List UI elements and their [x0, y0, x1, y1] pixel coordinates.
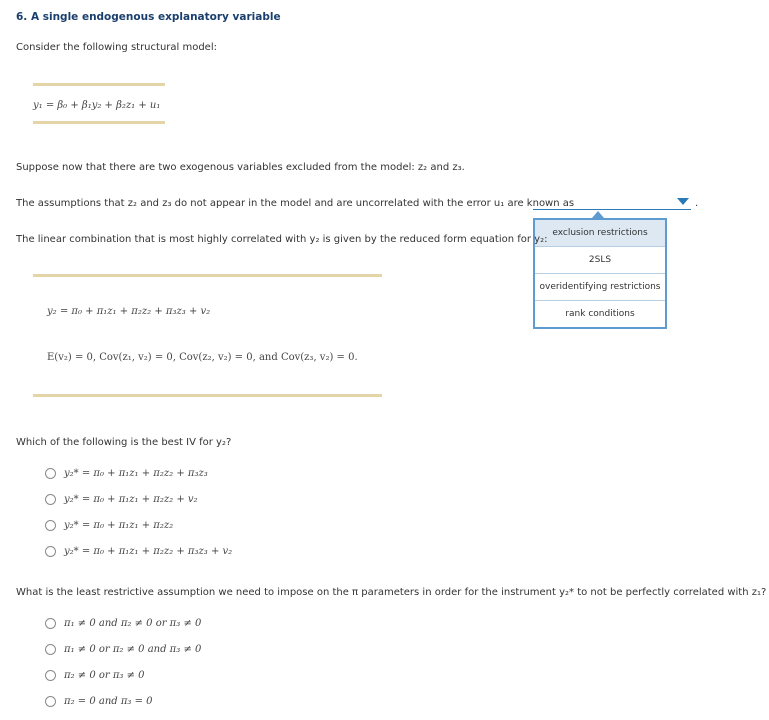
option-text: y₂* = π₀ + π₁z₁ + π₂z₂ + π₃z₃ + v₂ — [64, 546, 233, 557]
chevron-down-icon[interactable] — [677, 198, 689, 205]
assumption-text: The assumptions that z₂ and z₃ do not appear in the model and are uncorrelated with the error u₁ are known as — [16, 198, 575, 209]
menu-option-2sls[interactable]: 2SLS — [535, 247, 665, 274]
q2-option-2[interactable] — [45, 643, 201, 657]
reduced-form-equation: y₂ = π₀ + π₁z₁ + π₂z₂ + π₃z₃ + v₂ — [47, 306, 211, 317]
dropdown-period: . — [695, 198, 699, 209]
radio-button[interactable] — [45, 696, 56, 707]
equation-rule-top — [33, 83, 165, 86]
q1-option-4[interactable] — [45, 545, 232, 559]
q2-option-3[interactable] — [45, 669, 145, 683]
option-text: y₂* = π₀ + π₁z₁ + π₂z₂ + π₃z₃ — [64, 468, 208, 479]
equation-rule-bottom — [33, 121, 165, 124]
option-text: y₂* = π₀ + π₁z₁ + π₂z₂ + v₂ — [64, 494, 198, 505]
suppose-text: Suppose now that there are two exogenous variables excluded from the model: z₂ and z₃. — [16, 162, 465, 173]
menu-option-overidentifying-restrictions[interactable]: overidentifying restrictions — [535, 274, 665, 301]
radio-button[interactable] — [45, 494, 56, 505]
dropdown-menu — [533, 218, 667, 329]
structural-equation: y₁ = β₀ + β₁y₂ + β₂z₁ + u₁ — [33, 100, 161, 111]
question-title: 6. A single endogenous explanatory variable — [16, 11, 281, 23]
q1-prompt: Which of the following is the best IV for y₂? — [16, 437, 232, 448]
radio-button[interactable] — [45, 618, 56, 629]
option-text: π₂ = 0 and π₃ = 0 — [64, 696, 153, 707]
q1-option-1[interactable] — [45, 467, 208, 481]
q2-option-4[interactable] — [45, 695, 153, 709]
dropdown-underline — [533, 209, 691, 210]
option-text: y₂* = π₀ + π₁z₁ + π₂z₂ — [64, 520, 174, 531]
q2-option-1[interactable] — [45, 617, 201, 631]
option-text: π₂ ≠ 0 or π₃ ≠ 0 — [64, 670, 145, 681]
radio-button[interactable] — [45, 670, 56, 681]
menu-option-exclusion-restrictions[interactable]: exclusion restrictions — [535, 220, 665, 247]
linear-combination-text: The linear combination that is most highly correlated with y₂ is given by the reduced form equation for y₂: — [16, 234, 548, 245]
option-text: π₁ ≠ 0 or π₂ ≠ 0 and π₃ ≠ 0 — [64, 644, 202, 655]
menu-option-rank-conditions[interactable]: rank conditions — [565, 309, 635, 319]
reduced-form-rule-top — [33, 274, 382, 277]
radio-button[interactable] — [45, 546, 56, 557]
assumption-dropdown[interactable] — [535, 196, 675, 208]
q1-option-3[interactable] — [45, 519, 173, 533]
moment-conditions: E(v₂) = 0, Cov(z₁, v₂) = 0, Cov(z₂, v₂) = 0, and Cov(z₃, v₂) = 0. — [47, 352, 358, 363]
menu-caret — [592, 211, 604, 218]
q1-option-2[interactable] — [45, 493, 198, 507]
reduced-form-rule-bottom — [33, 394, 382, 397]
q2-prompt: What is the least restrictive assumption we need to impose on the π parameters in order for the instrument y₂* to not be perfectly correlated with z₁? — [16, 587, 767, 598]
radio-button[interactable] — [45, 520, 56, 531]
radio-button[interactable] — [45, 468, 56, 479]
intro-text: Consider the following structural model: — [16, 42, 217, 53]
radio-button[interactable] — [45, 644, 56, 655]
option-text: π₁ ≠ 0 and π₂ ≠ 0 or π₃ ≠ 0 — [64, 618, 202, 629]
